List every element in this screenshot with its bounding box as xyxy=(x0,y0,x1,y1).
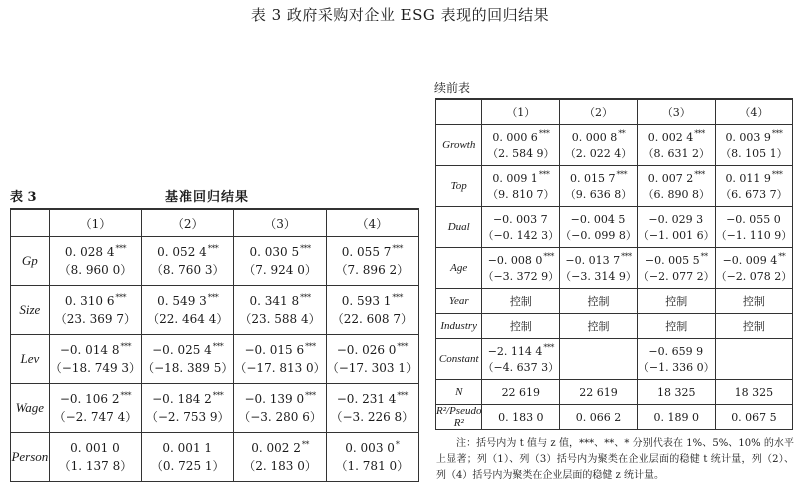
row-name: Size xyxy=(11,286,50,335)
t-statistic: （1. 781 0） xyxy=(335,459,410,473)
value-cell: 0. 189 0 xyxy=(637,405,715,430)
table-row xyxy=(436,405,793,430)
coefficient-cell xyxy=(560,166,638,207)
value-cell: 18 325 xyxy=(637,380,715,405)
coefficient-line xyxy=(142,390,233,408)
value-cell: 22 619 xyxy=(482,380,560,405)
significance-stars: *** xyxy=(115,293,126,302)
coefficient-line xyxy=(638,169,715,188)
coefficient-cell xyxy=(715,339,793,380)
t-statistic: （6. 673 7） xyxy=(720,188,788,201)
t-statistic: （0. 725 1） xyxy=(150,459,225,473)
table-row xyxy=(11,286,419,335)
coefficient-line xyxy=(560,128,637,147)
coefficient-value: 0. 028 4 xyxy=(64,245,115,259)
column-header: （1） xyxy=(482,99,560,125)
value-cell: 控制 xyxy=(482,289,560,314)
coefficient-cell xyxy=(715,207,793,248)
row-name: R²/Pseudo R² xyxy=(436,405,482,429)
row-name: Gp xyxy=(11,237,50,286)
coefficient-cell xyxy=(49,237,141,286)
coefficient-cell xyxy=(637,339,715,380)
t-statistic: （2. 183 0） xyxy=(243,459,317,473)
row-name: N xyxy=(436,380,482,405)
coefficient-line xyxy=(142,292,233,310)
coefficient-value: 0. 015 7 xyxy=(570,171,616,185)
t-statistic: （−17. 303 1） xyxy=(326,361,418,375)
coefficient-line xyxy=(142,439,233,457)
t-statistic: （8. 760 3） xyxy=(150,263,225,277)
significance-stars: *** xyxy=(397,342,408,351)
t-statistic: （−2. 753 9） xyxy=(145,410,230,424)
continued-regression-table xyxy=(435,98,793,430)
coefficient-value: −0. 009 4 xyxy=(722,253,778,267)
header-row xyxy=(11,209,419,237)
table-caption: 基准回归结果 xyxy=(165,190,250,205)
significance-stars: *** xyxy=(120,391,131,400)
coefficient-value: 0. 002 2 xyxy=(251,441,301,455)
coefficient-value: 0. 003 9 xyxy=(725,130,771,144)
table-row xyxy=(436,289,793,314)
coefficient-cell xyxy=(49,335,141,384)
header-corner xyxy=(436,99,482,125)
coefficient-value: 0. 001 1 xyxy=(162,441,213,455)
coefficient-line xyxy=(327,341,418,359)
coefficient-value: −0. 055 0 xyxy=(726,212,781,226)
row-name: Wage xyxy=(11,384,50,433)
coefficient-value: −0. 008 0 xyxy=(487,253,543,267)
baseline-regression-table xyxy=(10,208,419,482)
coefficient-cell xyxy=(234,286,326,335)
t-statistic: （2. 022 4） xyxy=(564,147,633,160)
t-statistic: （22. 464 4） xyxy=(147,312,229,326)
coefficient-cell xyxy=(482,339,560,380)
coefficient-line xyxy=(234,243,325,261)
significance-stars: *** xyxy=(694,128,705,138)
coefficient-value: 0. 000 6 xyxy=(492,130,538,144)
row-name: Person xyxy=(11,433,50,482)
coefficient-cell xyxy=(142,384,234,433)
t-statistic: （−3. 226 8） xyxy=(330,410,415,424)
coefficient-cell xyxy=(560,248,638,289)
coefficient-value: −0. 026 0 xyxy=(336,343,397,357)
coefficient-cell xyxy=(142,335,234,384)
value-cell: 0. 183 0 xyxy=(482,405,560,430)
table-row xyxy=(11,384,419,433)
significance-stars: *** xyxy=(392,244,403,253)
coefficient-cell xyxy=(49,433,141,482)
significance-stars: *** xyxy=(120,342,131,351)
page-title: 表 3 政府采购对企业 ESG 表现的回归结果 xyxy=(250,6,550,24)
coefficient-line xyxy=(234,439,325,457)
column-header: （4） xyxy=(715,99,793,125)
significance-stars: *** xyxy=(392,293,403,302)
t-statistic: （−0. 142 3） xyxy=(482,229,560,242)
coefficient-value: −0. 659 9 xyxy=(648,344,704,358)
coefficient-value: 0. 055 7 xyxy=(341,245,392,259)
coefficient-value: −0. 029 3 xyxy=(648,212,704,226)
value-cell: 控制 xyxy=(560,314,638,339)
coefficient-line xyxy=(482,210,559,229)
t-statistic: （8. 631 2） xyxy=(642,147,710,160)
t-statistic: （6. 890 8） xyxy=(642,188,710,201)
value-cell: 控制 xyxy=(715,289,793,314)
coefficient-cell xyxy=(326,335,418,384)
significance-stars: *** xyxy=(616,169,628,179)
coefficient-value: 0. 002 4 xyxy=(647,130,694,144)
coefficient-line xyxy=(638,128,715,147)
row-name: Lev xyxy=(11,335,50,384)
coefficient-line xyxy=(142,341,233,359)
coefficient-line xyxy=(234,292,325,310)
coefficient-cell xyxy=(142,433,234,482)
t-statistic: （7. 896 2） xyxy=(335,263,410,277)
coefficient-value: 0. 000 8 xyxy=(571,130,618,144)
t-statistic: （22. 608 7） xyxy=(331,312,413,326)
coefficient-value: −0. 139 0 xyxy=(244,392,305,406)
coefficient-value: 0. 003 0 xyxy=(345,441,395,455)
coefficient-line xyxy=(50,341,141,359)
coefficient-value: 0. 009 1 xyxy=(492,171,538,185)
row-name: Top xyxy=(436,166,482,207)
significance-stars: ** xyxy=(618,128,626,138)
column-header: （1） xyxy=(49,209,141,237)
coefficient-line xyxy=(327,292,418,310)
t-statistic: （9. 636 8） xyxy=(564,188,633,201)
t-statistic: （−2. 747 4） xyxy=(53,410,138,424)
row-name: Constant xyxy=(436,339,482,380)
coefficient-line xyxy=(716,251,793,270)
t-statistic: （1. 137 8） xyxy=(58,459,133,473)
coefficient-value: −0. 005 5 xyxy=(644,253,700,267)
coefficient-cell xyxy=(49,384,141,433)
significance-stars: *** xyxy=(300,293,311,302)
coefficient-line xyxy=(482,342,559,361)
significance-stars: *** xyxy=(207,244,219,253)
coefficient-cell xyxy=(326,237,418,286)
significance-stars: ** xyxy=(778,251,786,261)
row-name: Growth xyxy=(436,125,482,166)
coefficient-value: 0. 011 9 xyxy=(725,171,771,185)
value-cell: 控制 xyxy=(560,289,638,314)
t-statistic: （7. 924 0） xyxy=(243,263,317,277)
t-statistic: （23. 369 7） xyxy=(54,312,137,326)
table-row xyxy=(436,207,793,248)
table-row xyxy=(11,237,419,286)
t-statistic: （−4. 637 3） xyxy=(482,361,560,374)
t-statistic: （−1. 336 0） xyxy=(637,361,715,374)
coefficient-cell xyxy=(715,248,793,289)
significance-stars: *** xyxy=(305,342,316,351)
coefficient-line xyxy=(716,169,793,188)
coefficient-value: 0. 593 1 xyxy=(341,294,392,308)
t-statistic: （−18. 749 3） xyxy=(49,361,142,375)
coefficient-value: 0. 310 6 xyxy=(64,294,115,308)
coefficient-line xyxy=(234,341,325,359)
t-statistic: （−2. 077 2） xyxy=(637,270,715,283)
t-statistic: （−18. 389 5） xyxy=(142,361,234,375)
coefficient-line xyxy=(716,128,793,147)
coefficient-value: −0. 014 8 xyxy=(59,343,120,357)
continued-table-label: 续前表 xyxy=(434,81,471,95)
coefficient-line xyxy=(716,350,793,369)
column-header: （3） xyxy=(234,209,326,237)
t-statistic: （9. 810 7） xyxy=(487,188,555,201)
t-statistic: （23. 588 4） xyxy=(239,312,321,326)
coefficient-value: −0. 231 4 xyxy=(336,392,397,406)
table-row xyxy=(436,166,793,207)
significance-stars: ** xyxy=(301,440,309,449)
coefficient-cell xyxy=(560,125,638,166)
table-label: 表 3 xyxy=(10,190,37,205)
significance-stars: *** xyxy=(212,391,224,400)
coefficient-line xyxy=(482,128,559,147)
table-row xyxy=(11,433,419,482)
coefficient-value: 0. 052 4 xyxy=(157,245,207,259)
coefficient-cell xyxy=(49,286,141,335)
coefficient-cell xyxy=(326,433,418,482)
coefficient-line xyxy=(560,169,637,188)
significance-stars: *** xyxy=(207,293,219,302)
coefficient-value: −0. 013 7 xyxy=(565,253,621,267)
t-statistic: （8. 105 1） xyxy=(720,147,788,160)
coefficient-value: −0. 003 7 xyxy=(492,212,548,226)
coefficient-value: 0. 001 0 xyxy=(70,441,120,455)
value-cell: 控制 xyxy=(637,289,715,314)
coefficient-cell xyxy=(326,286,418,335)
coefficient-value: −0. 025 4 xyxy=(152,343,212,357)
significance-stars: *** xyxy=(543,342,554,352)
coefficient-line xyxy=(327,243,418,261)
coefficient-line xyxy=(560,350,637,369)
coefficient-cell xyxy=(560,339,638,380)
row-name: Industry xyxy=(436,314,482,339)
value-cell: 控制 xyxy=(482,314,560,339)
coefficient-line xyxy=(716,210,793,229)
coefficient-cell xyxy=(234,335,326,384)
coefficient-line xyxy=(50,243,141,261)
coefficient-cell xyxy=(560,207,638,248)
coefficient-line xyxy=(327,439,418,457)
coefficient-cell xyxy=(637,248,715,289)
coefficient-cell xyxy=(234,384,326,433)
value-cell: 22 619 xyxy=(560,380,638,405)
coefficient-line xyxy=(234,390,325,408)
coefficient-value: −0. 106 2 xyxy=(59,392,120,406)
coefficient-cell xyxy=(715,125,793,166)
t-statistic: （−1. 110 9） xyxy=(715,229,793,242)
significance-stars: *** xyxy=(771,169,783,179)
significance-stars: *** xyxy=(305,391,316,400)
t-statistic: （−3. 372 9） xyxy=(482,270,560,283)
coefficient-cell xyxy=(482,207,560,248)
coefficient-line xyxy=(482,169,559,188)
coefficient-cell xyxy=(715,166,793,207)
header-row xyxy=(436,99,793,125)
row-name: Age xyxy=(436,248,482,289)
coefficient-cell xyxy=(637,166,715,207)
table-row xyxy=(436,125,793,166)
coefficient-line xyxy=(560,251,637,270)
significance-stars: *** xyxy=(397,391,408,400)
table-row xyxy=(436,380,793,405)
coefficient-cell xyxy=(234,433,326,482)
t-statistic: （−3. 314 9） xyxy=(560,270,637,283)
coefficient-cell xyxy=(326,384,418,433)
coefficient-value: −2. 114 4 xyxy=(487,344,543,358)
row-name: Year xyxy=(436,289,482,314)
value-cell: 18 325 xyxy=(715,380,793,405)
value-cell: 0. 066 2 xyxy=(560,405,638,430)
significance-stars: *** xyxy=(538,169,550,179)
coefficient-line xyxy=(50,292,141,310)
significance-stars: *** xyxy=(115,244,126,253)
coefficient-cell xyxy=(637,125,715,166)
value-cell: 控制 xyxy=(715,314,793,339)
column-header: （3） xyxy=(637,99,715,125)
coefficient-line xyxy=(50,390,141,408)
coefficient-value: 0. 549 3 xyxy=(157,294,207,308)
coefficient-line xyxy=(638,251,715,270)
coefficient-value: 0. 341 8 xyxy=(249,294,300,308)
coefficient-cell xyxy=(482,166,560,207)
significance-stars: * xyxy=(395,440,400,449)
column-header: （2） xyxy=(560,99,638,125)
coefficient-cell xyxy=(482,248,560,289)
coefficient-line xyxy=(482,251,559,270)
t-statistic: （−0. 099 8） xyxy=(560,229,637,242)
significance-stars: *** xyxy=(300,244,311,253)
table-note: 注：括号内为 t 值与 z 值，***、**、* 分别代表在 1%、5%、10% 的水平上显著；列（1）、列（3）括号内为聚类在企业层面的稳健 t 统计量，列（2）、列（4）括号内为聚类在企业层面的稳健 z 统计量。 xyxy=(436,438,794,481)
t-statistic: （−17. 813 0） xyxy=(234,361,326,375)
coefficient-cell xyxy=(142,286,234,335)
t-statistic: （2. 584 9） xyxy=(487,147,555,160)
coefficient-value: −0. 004 5 xyxy=(570,212,626,226)
significance-stars: *** xyxy=(621,251,632,261)
coefficient-cell xyxy=(482,125,560,166)
table-row xyxy=(436,248,793,289)
coefficient-line xyxy=(560,210,637,229)
coefficient-line xyxy=(638,210,715,229)
value-cell: 控制 xyxy=(637,314,715,339)
significance-stars: *** xyxy=(212,342,224,351)
coefficient-cell xyxy=(142,237,234,286)
significance-stars: *** xyxy=(543,251,554,261)
value-cell: 0. 067 5 xyxy=(715,405,793,430)
significance-stars: ** xyxy=(700,251,708,261)
coefficient-value: 0. 030 5 xyxy=(249,245,300,259)
significance-stars: *** xyxy=(771,128,783,138)
coefficient-line xyxy=(638,342,715,361)
t-statistic: （8. 960 0） xyxy=(58,263,133,277)
row-name: Dual xyxy=(436,207,482,248)
coefficient-line xyxy=(327,390,418,408)
header-corner xyxy=(11,209,50,237)
significance-stars: *** xyxy=(694,169,705,179)
coefficient-line xyxy=(50,439,141,457)
t-statistic: （−1. 001 6） xyxy=(637,229,715,242)
coefficient-line xyxy=(142,243,233,261)
table-row xyxy=(436,339,793,380)
coefficient-value: 0. 007 2 xyxy=(647,171,694,185)
coefficient-cell xyxy=(234,237,326,286)
column-header: （4） xyxy=(326,209,418,237)
coefficient-value: −0. 015 6 xyxy=(244,343,305,357)
coefficient-value: −0. 184 2 xyxy=(152,392,212,406)
table-row xyxy=(11,335,419,384)
t-statistic: （−2. 078 2） xyxy=(715,270,793,283)
t-statistic: （−3. 280 6） xyxy=(238,410,322,424)
column-header: （2） xyxy=(142,209,234,237)
coefficient-cell xyxy=(637,207,715,248)
significance-stars: *** xyxy=(538,128,550,138)
table-row xyxy=(436,314,793,339)
